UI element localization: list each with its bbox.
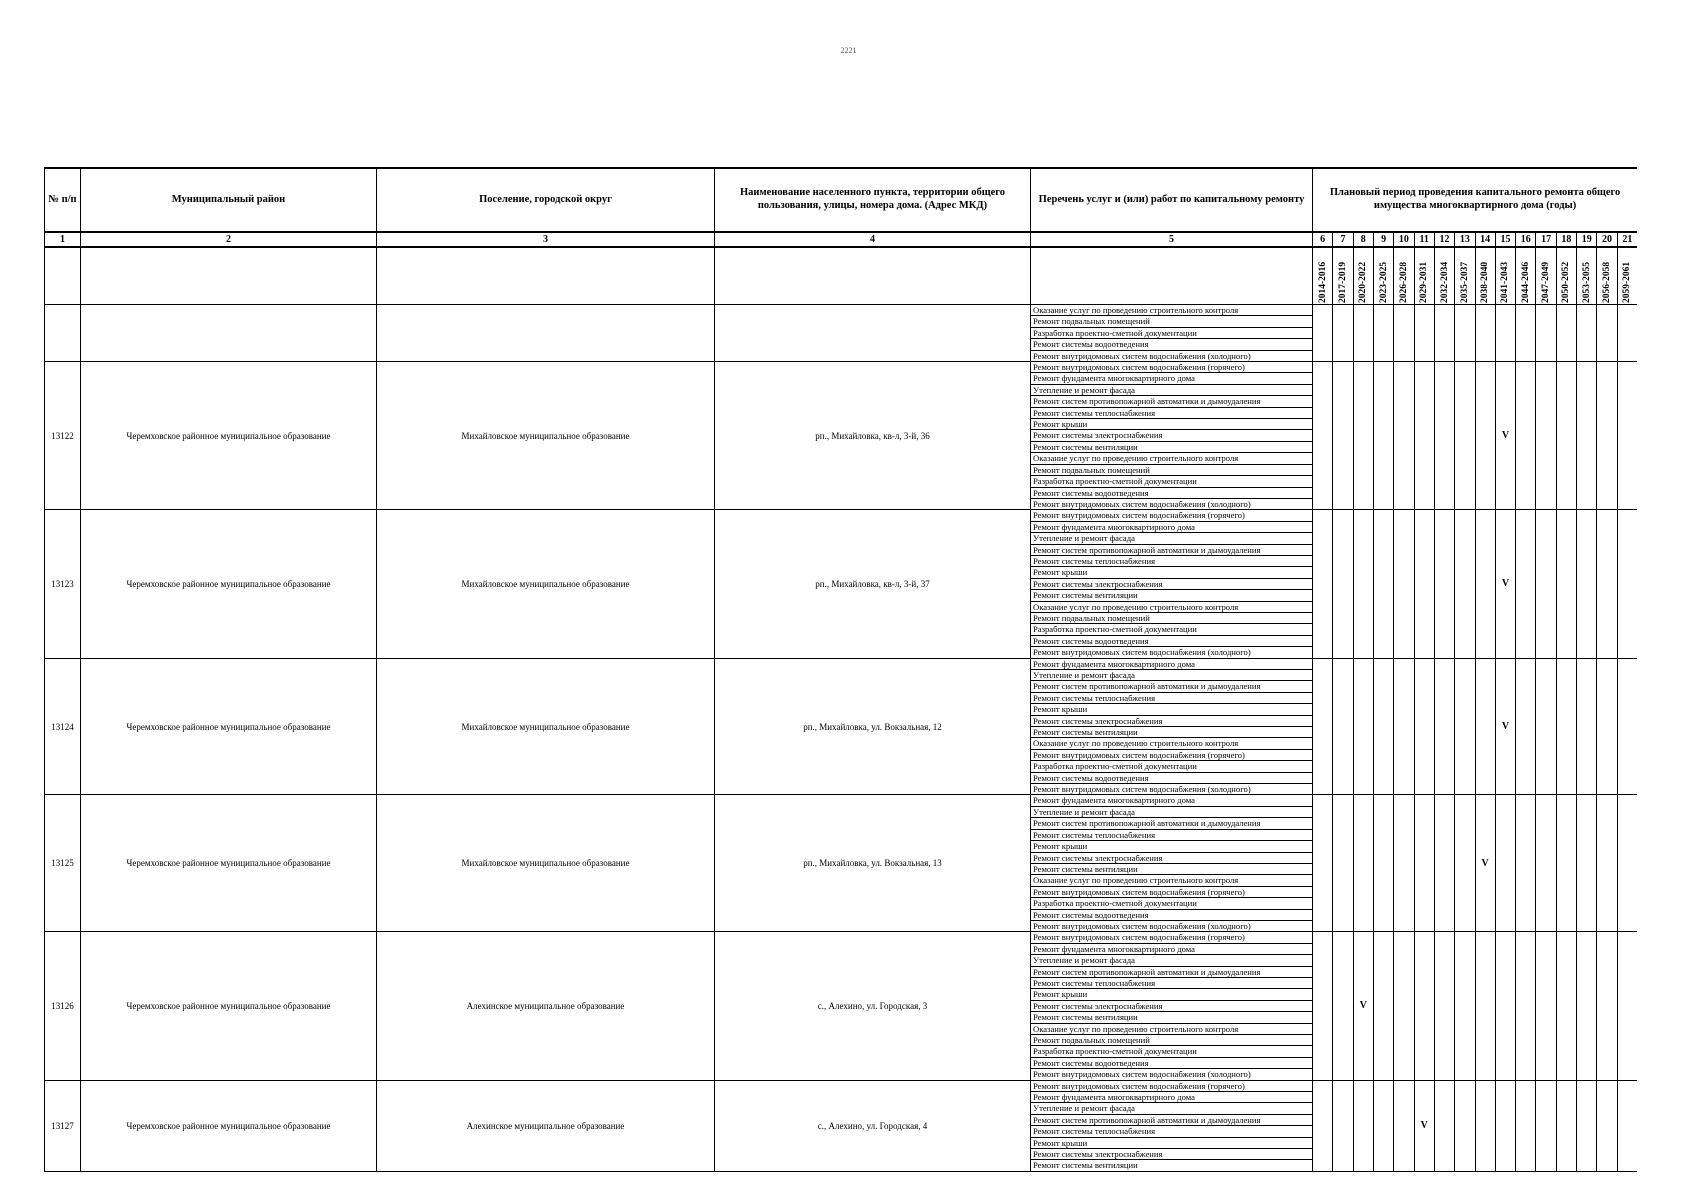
work-item: Разработка проектно-сметной документации (1031, 624, 1313, 635)
column-number: 12 (1434, 232, 1454, 247)
period-cell (1556, 932, 1576, 1080)
period-cell (1353, 305, 1373, 362)
period-cell (1536, 510, 1556, 658)
column-number: 21 (1617, 232, 1637, 247)
column-number: 17 (1536, 232, 1556, 247)
period-cell (1577, 932, 1597, 1080)
period-cell (1597, 795, 1617, 932)
period-cell (1475, 305, 1495, 362)
year-period-label: 2059-2061 (1622, 261, 1633, 303)
period-cell (1516, 510, 1536, 658)
work-item: Ремонт внутридомовых систем водоснабжения (холодного) (1031, 647, 1313, 658)
column-number: 7 (1333, 232, 1353, 247)
work-item: Ремонт системы электроснабжения (1031, 1149, 1313, 1160)
period-cell (1495, 932, 1515, 1080)
period-cell (1353, 795, 1373, 932)
column-number: 10 (1394, 232, 1414, 247)
work-item: Ремонт системы электроснабжения (1031, 1000, 1313, 1011)
empty-cell (715, 247, 1031, 305)
year-period-cell (1495, 247, 1515, 305)
column-number: 13 (1455, 232, 1475, 247)
period-cell (1414, 658, 1434, 795)
row-settlement: Михайловское муниципальное образование (377, 658, 715, 795)
work-item: Ремонт системы водоотведения (1031, 339, 1313, 350)
period-cell (1475, 362, 1495, 510)
period-cell (1414, 932, 1434, 1080)
carryover-address (715, 305, 1031, 362)
work-item: Ремонт системы вентиляции (1031, 727, 1313, 738)
work-item: Ремонт системы теплоснабжения (1031, 1126, 1313, 1137)
table-row (45, 658, 1638, 669)
work-item: Ремонт крыши (1031, 989, 1313, 1000)
year-period-cell (1313, 247, 1333, 305)
year-period-label: 2053-2055 (1581, 261, 1592, 303)
work-item: Ремонт системы теплоснабжения (1031, 977, 1313, 988)
period-cell (1617, 658, 1637, 795)
period-cell (1556, 1080, 1576, 1171)
work-item: Оказание услуг по проведению строительного контроля (1031, 305, 1313, 316)
work-item: Ремонт внутридомовых систем водоснабжения (холодного) (1031, 1069, 1313, 1080)
year-period-cell (1434, 247, 1454, 305)
period-cell (1373, 658, 1393, 795)
period-cell (1536, 795, 1556, 932)
capital-repair-table-wrapper (44, 167, 1637, 1179)
period-cell (1556, 305, 1576, 362)
year-period-cell (1455, 247, 1475, 305)
work-item: Ремонт подвальных помещений (1031, 1035, 1313, 1046)
period-mark: V (1495, 510, 1515, 658)
year-period-label: 2044-2046 (1520, 261, 1531, 303)
period-mark: V (1495, 658, 1515, 795)
period-cell (1313, 795, 1333, 932)
period-cell (1313, 510, 1333, 658)
period-cell (1333, 795, 1353, 932)
period-cell (1495, 1080, 1515, 1171)
work-item: Ремонт систем противопожарной автоматики и дымоудаления (1031, 396, 1313, 407)
year-period-cell (1353, 247, 1373, 305)
work-item: Ремонт фундамента многоквартирного дома (1031, 943, 1313, 954)
row-address: рп., Михайловка, ул. Вокзальная, 12 (715, 658, 1031, 795)
work-item: Ремонт системы теплоснабжения (1031, 555, 1313, 566)
work-item: Ремонт крыши (1031, 704, 1313, 715)
table-row (45, 362, 1638, 373)
work-item: Ремонт системы теплоснабжения (1031, 407, 1313, 418)
work-item: Ремонт внутридомовых систем водоснабжения (горячего) (1031, 886, 1313, 897)
period-cell (1455, 305, 1475, 362)
year-period-cell (1394, 247, 1414, 305)
period-mark: V (1495, 362, 1515, 510)
period-cell (1455, 795, 1475, 932)
period-cell (1373, 362, 1393, 510)
row-number: 13123 (45, 510, 81, 658)
year-period-label: 2020-2022 (1358, 261, 1369, 303)
year-period-label: 2026-2028 (1398, 261, 1409, 303)
work-item: Ремонт фундамента многоквартирного дома (1031, 658, 1313, 669)
row-district: Черемховское районное муниципальное образование (81, 932, 377, 1080)
work-item: Ремонт системы вентиляции (1031, 863, 1313, 874)
period-cell (1313, 658, 1333, 795)
period-cell (1617, 1080, 1637, 1171)
year-period-cell (1333, 247, 1353, 305)
work-item: Разработка проектно-сметной документации (1031, 761, 1313, 772)
work-item: Разработка проектно-сметной документации (1031, 898, 1313, 909)
work-item: Ремонт системы теплоснабжения (1031, 829, 1313, 840)
work-item: Утепление и ремонт фасада (1031, 384, 1313, 395)
header-district: Муниципальный район (81, 168, 377, 232)
work-item: Ремонт крыши (1031, 841, 1313, 852)
work-item: Разработка проектно-сметной документации (1031, 327, 1313, 338)
row-number: 13127 (45, 1080, 81, 1171)
period-cell (1577, 362, 1597, 510)
row-address: с., Алехино, ул. Городская, 4 (715, 1080, 1031, 1171)
period-cell (1556, 658, 1576, 795)
period-cell (1373, 305, 1393, 362)
table-body (45, 247, 1638, 1171)
period-cell (1516, 362, 1536, 510)
work-item: Ремонт системы водоотведения (1031, 1057, 1313, 1068)
year-period-cell (1597, 247, 1617, 305)
year-period-cell (1577, 247, 1597, 305)
row-number: 13125 (45, 795, 81, 932)
period-cell (1516, 305, 1536, 362)
column-number: 15 (1495, 232, 1515, 247)
year-period-cell (1414, 247, 1434, 305)
year-period-cell (1516, 247, 1536, 305)
period-cell (1516, 795, 1536, 932)
work-item: Ремонт внутридомовых систем водоснабжения (горячего) (1031, 362, 1313, 373)
table-row (45, 795, 1638, 806)
period-cell (1434, 362, 1454, 510)
row-district: Черемховское районное муниципальное образование (81, 362, 377, 510)
empty-cell (1031, 247, 1313, 305)
work-item: Ремонт системы водоотведения (1031, 487, 1313, 498)
row-number: 13126 (45, 932, 81, 1080)
period-cell (1475, 658, 1495, 795)
work-item: Ремонт фундамента многоквартирного дома (1031, 521, 1313, 532)
header-period: Плановый период проведения капитального ремонта общего имущества многоквартирного дома (годы) (1313, 168, 1638, 232)
capital-repair-table (44, 167, 1637, 1172)
period-cell (1373, 795, 1393, 932)
period-cell (1536, 658, 1556, 795)
work-item: Разработка проектно-сметной документации (1031, 1046, 1313, 1057)
period-cell (1556, 510, 1576, 658)
year-period-label: 2047-2049 (1541, 261, 1552, 303)
period-cell (1373, 1080, 1393, 1171)
period-cell (1597, 510, 1617, 658)
period-cell (1394, 305, 1414, 362)
period-cell (1597, 1080, 1617, 1171)
header-address: Наименование населенного пункта, территории общего пользования, улицы, номера дома. (Адрес МКД) (715, 168, 1031, 232)
period-cell (1577, 510, 1597, 658)
work-item: Утепление и ремонт фасада (1031, 806, 1313, 817)
work-item: Ремонт внутридомовых систем водоснабжения (горячего) (1031, 749, 1313, 760)
period-cell (1516, 932, 1536, 1080)
period-cell (1414, 305, 1434, 362)
work-item: Ремонт крыши (1031, 419, 1313, 430)
header-settlement: Поселение, городской округ (377, 168, 715, 232)
table-row (45, 932, 1638, 943)
column-number: 18 (1556, 232, 1576, 247)
row-address: рп., Михайловка, кв-л, 3-й, 36 (715, 362, 1031, 510)
period-cell (1495, 305, 1515, 362)
period-cell (1333, 932, 1353, 1080)
period-cell (1414, 795, 1434, 932)
period-cell (1455, 362, 1475, 510)
period-cell (1495, 795, 1515, 932)
period-cell (1333, 510, 1353, 658)
period-cell (1333, 362, 1353, 510)
period-cell (1617, 510, 1637, 658)
column-number: 20 (1597, 232, 1617, 247)
period-cell (1475, 1080, 1495, 1171)
period-cell (1353, 510, 1373, 658)
period-cell (1556, 362, 1576, 510)
work-item: Ремонт систем противопожарной автоматики и дымоудаления (1031, 544, 1313, 555)
year-period-label: 2050-2052 (1561, 261, 1572, 303)
header-works: Перечень услуг и (или) работ по капитальному ремонту (1031, 168, 1313, 232)
period-cell (1597, 305, 1617, 362)
row-district: Черемховское районное муниципальное образование (81, 795, 377, 932)
period-cell (1455, 510, 1475, 658)
column-number: 11 (1414, 232, 1434, 247)
row-number: 13122 (45, 362, 81, 510)
work-item: Ремонт фундамента многоквартирного дома (1031, 795, 1313, 806)
work-item: Утепление и ремонт фасада (1031, 533, 1313, 544)
work-item: Ремонт внутридомовых систем водоснабжения (горячего) (1031, 1080, 1313, 1091)
row-settlement: Михайловское муниципальное образование (377, 510, 715, 658)
work-item: Ремонт системы водоотведения (1031, 772, 1313, 783)
work-item: Ремонт систем противопожарной автоматики и дымоудаления (1031, 681, 1313, 692)
work-item: Ремонт систем противопожарной автоматики и дымоудаления (1031, 818, 1313, 829)
work-item: Ремонт систем противопожарной автоматики и дымоудаления (1031, 1114, 1313, 1125)
period-mark: V (1414, 1080, 1434, 1171)
table-row (45, 510, 1638, 521)
empty-cell (377, 247, 715, 305)
work-item: Ремонт внутридомовых систем водоснабжения (холодного) (1031, 350, 1313, 361)
work-item: Ремонт фундамента многоквартирного дома (1031, 1092, 1313, 1103)
work-item: Утепление и ремонт фасада (1031, 955, 1313, 966)
header-number: № п/п (45, 168, 81, 232)
work-item: Ремонт подвальных помещений (1031, 464, 1313, 475)
work-item: Утепление и ремонт фасада (1031, 1103, 1313, 1114)
period-cell (1414, 362, 1434, 510)
year-period-label: 2035-2037 (1459, 261, 1470, 303)
empty-cell (45, 247, 81, 305)
work-item: Ремонт крыши (1031, 567, 1313, 578)
work-item: Ремонт системы электроснабжения (1031, 715, 1313, 726)
period-cell (1536, 362, 1556, 510)
work-item: Ремонт системы водоотведения (1031, 909, 1313, 920)
period-cell (1313, 932, 1333, 1080)
period-cell (1577, 305, 1597, 362)
period-cell (1353, 1080, 1373, 1171)
period-cell (1394, 658, 1414, 795)
period-cell (1536, 305, 1556, 362)
column-numbers-row (45, 232, 1638, 247)
period-cell (1516, 658, 1536, 795)
period-cell (1617, 932, 1637, 1080)
period-cell (1353, 658, 1373, 795)
year-period-cell (1373, 247, 1393, 305)
work-item: Ремонт системы вентиляции (1031, 590, 1313, 601)
row-district: Черемховское районное муниципальное образование (81, 1080, 377, 1171)
period-cell (1577, 795, 1597, 932)
carryover-district (81, 305, 377, 362)
period-cell (1434, 658, 1454, 795)
period-cell (1333, 1080, 1353, 1171)
period-cell (1434, 932, 1454, 1080)
period-cell (1577, 1080, 1597, 1171)
period-cell (1373, 932, 1393, 1080)
period-cell (1556, 795, 1576, 932)
period-cell (1394, 1080, 1414, 1171)
period-cell (1455, 658, 1475, 795)
column-number: 9 (1373, 232, 1393, 247)
carryover-row (45, 305, 1638, 316)
period-cell (1394, 510, 1414, 658)
period-cell (1536, 932, 1556, 1080)
period-cell (1313, 1080, 1333, 1171)
year-period-label: 2029-2031 (1419, 261, 1430, 303)
empty-cell (81, 247, 377, 305)
year-period-cell (1475, 247, 1495, 305)
column-number: 19 (1577, 232, 1597, 247)
work-item: Ремонт фундамента многоквартирного дома (1031, 373, 1313, 384)
year-period-label: 2017-2019 (1337, 261, 1348, 303)
column-number: 6 (1313, 232, 1333, 247)
work-item: Ремонт внутридомовых систем водоснабжения (горячего) (1031, 932, 1313, 943)
work-item: Оказание услуг по проведению строительного контроля (1031, 453, 1313, 464)
period-cell (1394, 795, 1414, 932)
period-cell (1597, 658, 1617, 795)
work-item: Ремонт внутридомовых систем водоснабжения (горячего) (1031, 510, 1313, 521)
column-number: 16 (1516, 232, 1536, 247)
work-item: Ремонт внутридомовых систем водоснабжения (холодного) (1031, 784, 1313, 795)
work-item: Ремонт подвальных помещений (1031, 612, 1313, 623)
period-cell (1617, 362, 1637, 510)
row-district: Черемховское районное муниципальное образование (81, 510, 377, 658)
period-cell (1475, 510, 1495, 658)
row-settlement: Михайловское муниципальное образование (377, 795, 715, 932)
row-settlement: Алехинское муниципальное образование (377, 932, 715, 1080)
page-number: 2221 (840, 46, 857, 55)
period-cell (1333, 305, 1353, 362)
period-cell (1434, 305, 1454, 362)
column-number: 5 (1031, 232, 1313, 247)
work-item: Ремонт системы теплоснабжения (1031, 692, 1313, 703)
period-cell (1434, 510, 1454, 658)
work-item: Оказание услуг по проведению строительного контроля (1031, 1023, 1313, 1034)
period-cell (1536, 1080, 1556, 1171)
year-period-cell (1617, 247, 1637, 305)
table-row (45, 1080, 1638, 1091)
period-cell (1333, 658, 1353, 795)
year-period-label: 2032-2034 (1439, 261, 1450, 303)
period-cell (1516, 1080, 1536, 1171)
column-number: 4 (715, 232, 1031, 247)
period-mark: V (1475, 795, 1495, 932)
period-mark: V (1353, 932, 1373, 1080)
row-district: Черемховское районное муниципальное образование (81, 658, 377, 795)
year-period-label: 2038-2040 (1480, 261, 1491, 303)
work-item: Ремонт системы водоотведения (1031, 635, 1313, 646)
period-cell (1455, 1080, 1475, 1171)
work-item: Ремонт системы электроснабжения (1031, 430, 1313, 441)
period-cell (1414, 510, 1434, 658)
row-address: с., Алехино, ул. Городская, 3 (715, 932, 1031, 1080)
column-number: 3 (377, 232, 715, 247)
period-cell (1434, 1080, 1454, 1171)
row-number: 13124 (45, 658, 81, 795)
column-number: 8 (1353, 232, 1373, 247)
header-row (45, 168, 1638, 232)
work-item: Ремонт внутридомовых систем водоснабжения (холодного) (1031, 920, 1313, 931)
years-row (45, 247, 1638, 305)
row-settlement: Михайловское муниципальное образование (377, 362, 715, 510)
row-address: рп., Михайловка, кв-л, 3-й, 37 (715, 510, 1031, 658)
year-period-label: 2023-2025 (1378, 261, 1389, 303)
work-item: Ремонт крыши (1031, 1137, 1313, 1148)
row-settlement: Алехинское муниципальное образование (377, 1080, 715, 1171)
column-number: 14 (1475, 232, 1495, 247)
period-cell (1394, 362, 1414, 510)
carryover-settlement (377, 305, 715, 362)
period-cell (1617, 795, 1637, 932)
work-item: Ремонт системы электроснабжения (1031, 578, 1313, 589)
column-number: 1 (45, 232, 81, 247)
period-cell (1617, 305, 1637, 362)
period-cell (1455, 932, 1475, 1080)
year-period-cell (1536, 247, 1556, 305)
period-cell (1597, 932, 1617, 1080)
row-address: рп., Михайловка, ул. Вокзальная, 13 (715, 795, 1031, 932)
period-cell (1313, 362, 1333, 510)
period-cell (1434, 795, 1454, 932)
work-item: Оказание услуг по проведению строительного контроля (1031, 875, 1313, 886)
period-cell (1353, 362, 1373, 510)
year-period-label: 2056-2058 (1602, 261, 1613, 303)
year-period-cell (1556, 247, 1576, 305)
work-item: Утепление и ремонт фасада (1031, 670, 1313, 681)
period-cell (1394, 932, 1414, 1080)
work-item: Ремонт внутридомовых систем водоснабжения (холодного) (1031, 498, 1313, 509)
work-item: Ремонт системы вентиляции (1031, 441, 1313, 452)
period-cell (1597, 362, 1617, 510)
work-item: Разработка проектно-сметной документации (1031, 476, 1313, 487)
work-item: Ремонт систем противопожарной автоматики и дымоудаления (1031, 966, 1313, 977)
year-period-label: 2041-2043 (1500, 261, 1511, 303)
work-item: Ремонт системы электроснабжения (1031, 852, 1313, 863)
period-cell (1373, 510, 1393, 658)
period-cell (1313, 305, 1333, 362)
period-cell (1577, 658, 1597, 795)
column-number: 2 (81, 232, 377, 247)
work-item: Ремонт подвальных помещений (1031, 316, 1313, 327)
work-item: Оказание услуг по проведению строительного контроля (1031, 738, 1313, 749)
year-period-label: 2014-2016 (1317, 261, 1328, 303)
work-item: Ремонт системы вентиляции (1031, 1012, 1313, 1023)
work-item: Ремонт системы вентиляции (1031, 1160, 1313, 1171)
carryover-number (45, 305, 81, 362)
period-cell (1475, 932, 1495, 1080)
work-item: Оказание услуг по проведению строительного контроля (1031, 601, 1313, 612)
